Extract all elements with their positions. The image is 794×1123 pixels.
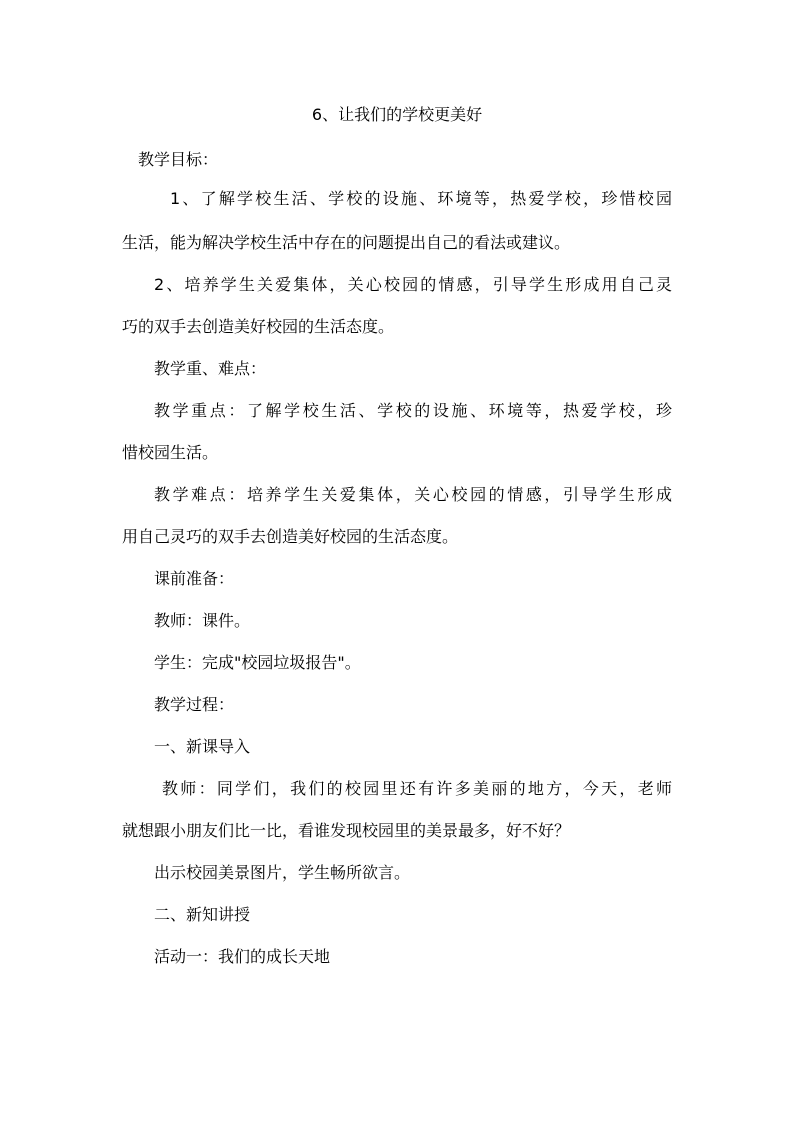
key-point-line-1: 教学重点：了解学校生活、学校的设施、环境等，热爱学校，珍 xyxy=(154,401,672,420)
intro-line-1: 教师：同学们，我们的校园里还有许多美丽的地方，今天，老师 xyxy=(162,779,672,798)
difficulty-line-1: 教学难点：培养学生关爱集体，关心校园的情感，引导学生形成 xyxy=(154,485,672,504)
objective-1-line-2: 生活，能为解决学校生活中存在的问题提出自己的看法或建议。 xyxy=(122,233,571,252)
process-heading: 教学过程： xyxy=(154,695,235,714)
preparation-heading: 课前准备： xyxy=(154,569,235,588)
intro-line-2: 就想跟小朋友们比一比，看谁发现校园里的美景最多，好不好？ xyxy=(122,821,571,840)
objective-2-line-2: 巧的双手去创造美好校园的生活态度。 xyxy=(122,317,395,336)
objective-1-line-1: 1、了解学校生活、学校的设施、环境等，热爱学校，珍惜校园 xyxy=(170,189,672,208)
teacher-prep: 教师：课件。 xyxy=(154,611,251,630)
section-1-heading: 一、新课导入 xyxy=(154,737,251,756)
difficulty-line-2: 用自己灵巧的双手去创造美好校园的生活态度。 xyxy=(122,527,459,546)
student-prep: 学生：完成"校园垃圾报告"。 xyxy=(154,653,361,672)
key-points-heading: 教学重、难点： xyxy=(154,359,267,378)
document-title: 6、让我们的学校更美好 xyxy=(311,105,483,124)
objectives-heading: 教学目标： xyxy=(138,150,219,169)
key-point-line-2: 惜校园生活。 xyxy=(122,443,219,462)
activity-1-heading: 活动一：我们的成长天地 xyxy=(154,947,331,966)
intro-line-3: 出示校园美景图片，学生畅所欲言。 xyxy=(154,863,411,882)
section-2-heading: 二、新知讲授 xyxy=(154,905,251,924)
objective-2-line-1: 2、培养学生关爱集体，关心校园的情感，引导学生形成用自己灵 xyxy=(154,275,672,294)
